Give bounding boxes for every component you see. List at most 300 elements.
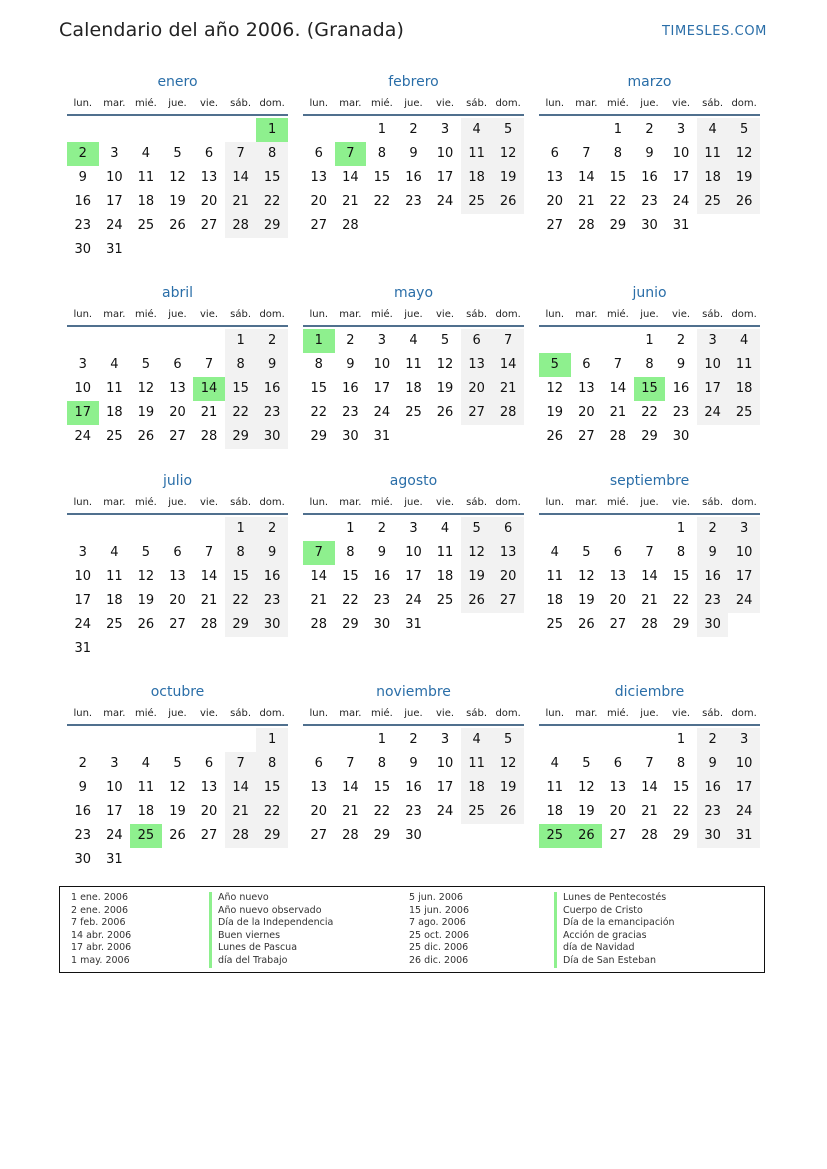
day-cell: 16 (342, 381, 359, 396)
day-cell: 27 (169, 429, 186, 444)
day-cell: 1 (256, 728, 288, 752)
day-cell: 22 (225, 401, 257, 425)
day-cell: 4 (697, 118, 729, 142)
day-cell: 18 (106, 593, 123, 608)
legend-date: 1 may. 2006 (71, 955, 130, 966)
day-cell: 31 (106, 242, 123, 257)
weekday-label: mié. (606, 708, 629, 719)
empty-cell (571, 329, 603, 353)
month-agosto (303, 470, 524, 637)
empty-cell (634, 517, 666, 541)
legend-holiday-name: Cuerpo de Cristo (554, 905, 643, 918)
weekday-label: lun. (545, 309, 565, 320)
empty-cell (67, 329, 99, 353)
weekday-label: dom. (731, 98, 757, 109)
day-cell: 11 (697, 142, 729, 166)
day-cell: 3 (78, 357, 87, 372)
day-cell: 13 (609, 569, 627, 584)
day-cell: 14 (641, 569, 658, 584)
day-cell: 30 (342, 429, 359, 444)
day-cell: 8 (314, 357, 323, 372)
brand-link[interactable]: TIMESLES.COM (661, 24, 767, 39)
day-cell: 2 (645, 122, 654, 137)
weekday-label: lun. (545, 497, 565, 508)
day-cell: 9 (409, 146, 418, 161)
day-cell: 19 (169, 194, 186, 209)
weekday-label: jue. (640, 309, 659, 320)
day-cell: 12 (169, 170, 186, 185)
empty-cell (225, 728, 257, 752)
legend-holiday-name: Día de San Esteban (554, 955, 656, 968)
day-grid (303, 116, 524, 238)
day-cell: 21 (342, 194, 359, 209)
day-grid (67, 515, 288, 661)
day-cell: 20 (169, 405, 186, 420)
day-grid (539, 116, 760, 238)
day-cell: 8 (377, 756, 387, 771)
day-cell: 17 (436, 780, 454, 795)
day-cell: 26 (169, 218, 186, 233)
weekday-label: dom. (495, 497, 521, 508)
day-cell: 25 (728, 401, 760, 425)
weekday-label: mié. (370, 98, 393, 109)
weekday-header (539, 705, 760, 726)
day-cell: 21 (200, 405, 218, 420)
day-cell: 30 (256, 425, 288, 449)
day-grid (303, 726, 524, 848)
day-grid (303, 515, 524, 637)
day-cell: 21 (310, 593, 328, 608)
day-cell: 16 (405, 170, 422, 185)
day-cell: 2 (256, 517, 288, 541)
weekday-label: mié. (606, 98, 629, 109)
day-cell: 6 (204, 146, 214, 161)
day-cell: 4 (440, 521, 450, 536)
day-cell: 2 (346, 333, 355, 348)
day-cell: 11 (436, 545, 454, 560)
day-cell: 1 (225, 517, 257, 541)
day-cell: 6 (582, 357, 591, 372)
month-diciembre (539, 681, 760, 848)
day-cell: 28 (609, 429, 627, 444)
month-name: abril (161, 285, 193, 301)
day-cell: 14 (225, 776, 257, 800)
day-cell: 15 (225, 377, 257, 401)
day-cell: 18 (461, 166, 493, 190)
day-grid (539, 327, 760, 449)
day-cell: 30 (74, 852, 92, 867)
weekday-label: lun. (545, 98, 565, 109)
day-cell: 23 (256, 589, 288, 613)
day-cell: 1 (645, 333, 654, 348)
day-cell: 24 (405, 593, 422, 608)
month-name: junio (632, 285, 667, 301)
weekday-label: vie. (200, 309, 219, 320)
month-name: septiembre (609, 473, 690, 489)
day-cell: 4 (550, 545, 559, 560)
day-cell: 4 (409, 333, 418, 348)
day-cell: 26 (578, 617, 595, 632)
month-name: diciembre (614, 684, 685, 700)
weekday-label: jue. (404, 708, 423, 719)
weekday-label: jue. (640, 98, 659, 109)
day-cell: 8 (225, 353, 257, 377)
empty-cell (130, 118, 162, 142)
day-cell: 8 (676, 545, 686, 560)
day-cell: 22 (310, 405, 328, 420)
day-cell: 30 (256, 613, 288, 637)
day-cell: 5 (728, 118, 760, 142)
day-cell: 19 (546, 405, 564, 420)
holiday-legend (59, 886, 765, 973)
holiday-day-cell: 25 (539, 824, 571, 848)
day-cell: 6 (492, 517, 524, 541)
holiday-day-cell: 26 (571, 824, 603, 848)
weekday-label: mar. (575, 708, 598, 719)
day-cell: 27 (609, 828, 627, 843)
weekday-label: lun. (309, 497, 329, 508)
day-cell: 21 (342, 804, 359, 819)
day-cell: 22 (373, 194, 391, 209)
day-cell: 13 (169, 381, 186, 396)
day-cell: 7 (645, 756, 654, 771)
weekday-label: mar. (339, 497, 362, 508)
day-cell: 19 (436, 381, 454, 396)
weekday-label: dom. (259, 497, 285, 508)
day-cell: 21 (225, 190, 257, 214)
day-cell: 13 (546, 170, 564, 185)
weekday-label: vie. (436, 497, 455, 508)
empty-cell (602, 728, 634, 752)
day-cell: 29 (310, 429, 328, 444)
day-cell: 26 (728, 190, 760, 214)
legend-date: 25 oct. 2006 (409, 929, 470, 941)
day-cell: 12 (578, 780, 595, 795)
day-cell: 5 (440, 333, 450, 348)
weekday-label: jue. (640, 708, 659, 719)
weekday-label: mar. (103, 309, 126, 320)
day-cell: 6 (314, 756, 323, 771)
empty-cell (539, 517, 571, 541)
day-cell: 21 (641, 593, 658, 608)
day-cell: 12 (169, 780, 186, 795)
day-cell: 18 (697, 166, 729, 190)
day-cell: 9 (697, 541, 729, 565)
weekday-label: sáb. (230, 708, 252, 719)
day-cell: 25 (461, 190, 493, 214)
day-cell: 12 (492, 142, 524, 166)
weekday-label: lun. (545, 708, 565, 719)
day-cell: 18 (137, 804, 155, 819)
day-cell: 2 (256, 329, 288, 353)
day-cell: 2 (676, 333, 686, 348)
day-cell: 15 (373, 780, 391, 795)
holiday-day-cell: 25 (130, 824, 162, 848)
day-cell: 17 (697, 377, 729, 401)
day-cell: 11 (728, 353, 760, 377)
day-cell: 1 (225, 329, 257, 353)
day-cell: 8 (225, 541, 257, 565)
day-cell: 8 (676, 756, 686, 771)
weekday-label: mar. (575, 497, 598, 508)
day-cell: 8 (256, 142, 288, 166)
weekday-label: lun. (73, 98, 93, 109)
weekday-label: sáb. (702, 309, 724, 320)
day-cell: 14 (310, 569, 328, 584)
day-cell: 12 (492, 752, 524, 776)
day-cell: 9 (256, 353, 288, 377)
day-cell: 1 (613, 122, 623, 137)
month-name: enero (157, 74, 198, 90)
legend-date: 2 ene. 2006 (71, 904, 128, 916)
legend-holiday-name: día del Trabajo (209, 955, 287, 968)
holiday-day-cell: 1 (303, 329, 335, 353)
day-cell: 18 (436, 569, 454, 584)
weekday-label: sáb. (466, 497, 488, 508)
weekday-label: mié. (370, 309, 393, 320)
day-cell: 2 (697, 728, 729, 752)
weekday-label: sáb. (466, 708, 488, 719)
day-cell: 11 (461, 142, 493, 166)
month-octubre (67, 681, 288, 872)
day-cell: 27 (310, 218, 328, 233)
weekday-label: vie. (672, 98, 691, 109)
legend-holiday-name: Lunes de Pascua (209, 942, 297, 955)
day-cell: 24 (106, 828, 123, 843)
day-cell: 31 (728, 824, 760, 848)
day-cell: 18 (546, 804, 564, 819)
day-cell: 13 (461, 353, 493, 377)
legend-holiday-name: Año nuevo (209, 892, 269, 905)
holiday-day-cell: 14 (193, 377, 225, 401)
day-cell: 23 (74, 828, 92, 843)
day-cell: 10 (436, 146, 454, 161)
day-cell: 13 (492, 541, 524, 565)
weekday-header (303, 494, 524, 515)
day-cell: 28 (200, 429, 218, 444)
day-cell: 13 (310, 780, 328, 795)
weekday-label: sáb. (230, 309, 252, 320)
weekday-label: dom. (259, 98, 285, 109)
empty-cell (99, 118, 131, 142)
day-cell: 31 (106, 852, 123, 867)
day-cell: 17 (373, 381, 391, 396)
day-cell: 12 (578, 569, 595, 584)
day-cell: 24 (373, 405, 391, 420)
day-cell: 25 (137, 218, 155, 233)
day-cell: 24 (106, 218, 123, 233)
day-grid (67, 116, 288, 262)
weekday-label: dom. (731, 497, 757, 508)
day-grid (67, 726, 288, 872)
day-cell: 8 (377, 146, 387, 161)
day-cell: 28 (641, 617, 658, 632)
empty-cell (335, 118, 367, 142)
empty-cell (99, 728, 131, 752)
legend-date: 1 ene. 2006 (71, 892, 128, 903)
weekday-label: mar. (339, 708, 362, 719)
day-cell: 28 (641, 828, 658, 843)
day-cell: 16 (256, 377, 288, 401)
day-cell: 17 (728, 565, 760, 589)
day-cell: 11 (106, 569, 123, 584)
day-cell: 3 (110, 756, 119, 771)
weekday-label: dom. (495, 98, 521, 109)
legend-date: 17 abr. 2006 (71, 942, 132, 954)
day-cell: 14 (492, 353, 524, 377)
weekday-label: lun. (309, 309, 329, 320)
day-cell: 11 (461, 752, 493, 776)
day-cell: 6 (461, 329, 493, 353)
empty-cell (193, 728, 225, 752)
day-cell: 7 (204, 545, 214, 560)
day-cell: 28 (225, 824, 257, 848)
weekday-label: sáb. (466, 98, 488, 109)
day-cell: 16 (405, 780, 422, 795)
day-cell: 20 (609, 593, 627, 608)
day-cell: 21 (641, 804, 658, 819)
day-cell: 27 (578, 429, 595, 444)
empty-cell (602, 329, 634, 353)
day-cell: 27 (200, 828, 218, 843)
day-cell: 1 (676, 732, 686, 747)
day-cell: 1 (377, 732, 387, 747)
day-cell: 3 (728, 517, 760, 541)
day-cell: 27 (492, 589, 524, 613)
day-cell: 26 (137, 617, 155, 632)
day-cell: 29 (256, 824, 288, 848)
empty-cell (335, 728, 367, 752)
legend-date: 5 jun. 2006 (409, 892, 463, 903)
empty-cell (162, 329, 194, 353)
day-cell: 15 (672, 780, 690, 795)
day-cell: 8 (256, 752, 288, 776)
day-cell: 5 (141, 545, 151, 560)
day-cell: 29 (641, 429, 658, 444)
day-cell: 22 (256, 800, 288, 824)
day-cell: 3 (676, 122, 686, 137)
holiday-day-cell: 1 (256, 118, 288, 142)
empty-cell (634, 728, 666, 752)
day-cell: 18 (546, 593, 564, 608)
day-cell: 15 (672, 569, 690, 584)
day-cell: 5 (582, 545, 591, 560)
day-cell: 22 (342, 593, 359, 608)
day-cell: 2 (409, 122, 418, 137)
month-mayo (303, 282, 524, 449)
day-cell: 10 (728, 752, 760, 776)
day-cell: 19 (137, 593, 155, 608)
day-cell: 15 (256, 776, 288, 800)
empty-cell (539, 728, 571, 752)
day-cell: 20 (609, 804, 627, 819)
month-name: octubre (150, 684, 205, 700)
day-cell: 26 (137, 429, 155, 444)
day-cell: 23 (697, 800, 729, 824)
day-cell: 11 (137, 170, 155, 185)
weekday-label: mar. (575, 98, 598, 109)
empty-cell (130, 329, 162, 353)
day-cell: 8 (346, 545, 355, 560)
day-cell: 15 (342, 569, 359, 584)
weekday-label: mié. (134, 309, 157, 320)
day-cell: 19 (169, 804, 186, 819)
day-cell: 22 (641, 405, 658, 420)
weekday-label: jue. (168, 309, 187, 320)
day-cell: 6 (173, 545, 182, 560)
month-noviembre (303, 681, 524, 848)
day-cell: 14 (342, 170, 359, 185)
day-cell: 27 (609, 617, 627, 632)
day-cell: 9 (78, 170, 87, 185)
empty-cell (99, 517, 131, 541)
day-cell: 22 (373, 804, 391, 819)
day-cell: 10 (672, 146, 690, 161)
day-cell: 14 (200, 569, 218, 584)
day-cell: 10 (436, 756, 454, 771)
empty-cell (193, 329, 225, 353)
day-cell: 26 (461, 589, 493, 613)
day-cell: 29 (225, 613, 257, 637)
day-cell: 29 (225, 425, 257, 449)
day-cell: 4 (141, 146, 151, 161)
empty-cell (130, 728, 162, 752)
day-cell: 29 (342, 617, 359, 632)
day-cell: 13 (310, 170, 328, 185)
day-cell: 9 (697, 752, 729, 776)
day-cell: 6 (204, 756, 214, 771)
day-cell: 4 (110, 357, 119, 372)
day-cell: 30 (405, 828, 422, 843)
day-cell: 18 (728, 377, 760, 401)
day-cell: 23 (697, 589, 729, 613)
day-cell: 17 (74, 593, 92, 608)
month-name: febrero (388, 74, 439, 90)
day-cell: 10 (106, 780, 123, 795)
weekday-label: mié. (370, 708, 393, 719)
weekday-label: vie. (436, 98, 455, 109)
weekday-label: sáb. (702, 708, 724, 719)
weekday-label: jue. (168, 497, 187, 508)
month-julio (67, 470, 288, 661)
day-cell: 18 (137, 194, 155, 209)
day-cell: 13 (200, 170, 218, 185)
empty-cell (130, 517, 162, 541)
day-cell: 4 (141, 756, 151, 771)
weekday-header (303, 95, 524, 116)
day-cell: 19 (578, 804, 595, 819)
weekday-header (67, 705, 288, 726)
month-junio (539, 282, 760, 449)
day-cell: 26 (436, 405, 454, 420)
day-cell: 28 (310, 617, 328, 632)
day-cell: 23 (405, 194, 422, 209)
weekday-label: mar. (103, 98, 126, 109)
day-cell: 19 (578, 593, 595, 608)
day-cell: 11 (546, 780, 564, 795)
day-cell: 12 (546, 381, 564, 396)
day-cell: 4 (728, 329, 760, 353)
day-cell: 5 (492, 728, 524, 752)
weekday-label: sáb. (702, 98, 724, 109)
day-cell: 6 (613, 545, 623, 560)
day-cell: 17 (672, 170, 690, 185)
day-cell: 19 (492, 166, 524, 190)
weekday-header (539, 306, 760, 327)
weekday-label: mar. (339, 98, 362, 109)
weekday-label: vie. (436, 309, 455, 320)
day-cell: 24 (74, 617, 92, 632)
